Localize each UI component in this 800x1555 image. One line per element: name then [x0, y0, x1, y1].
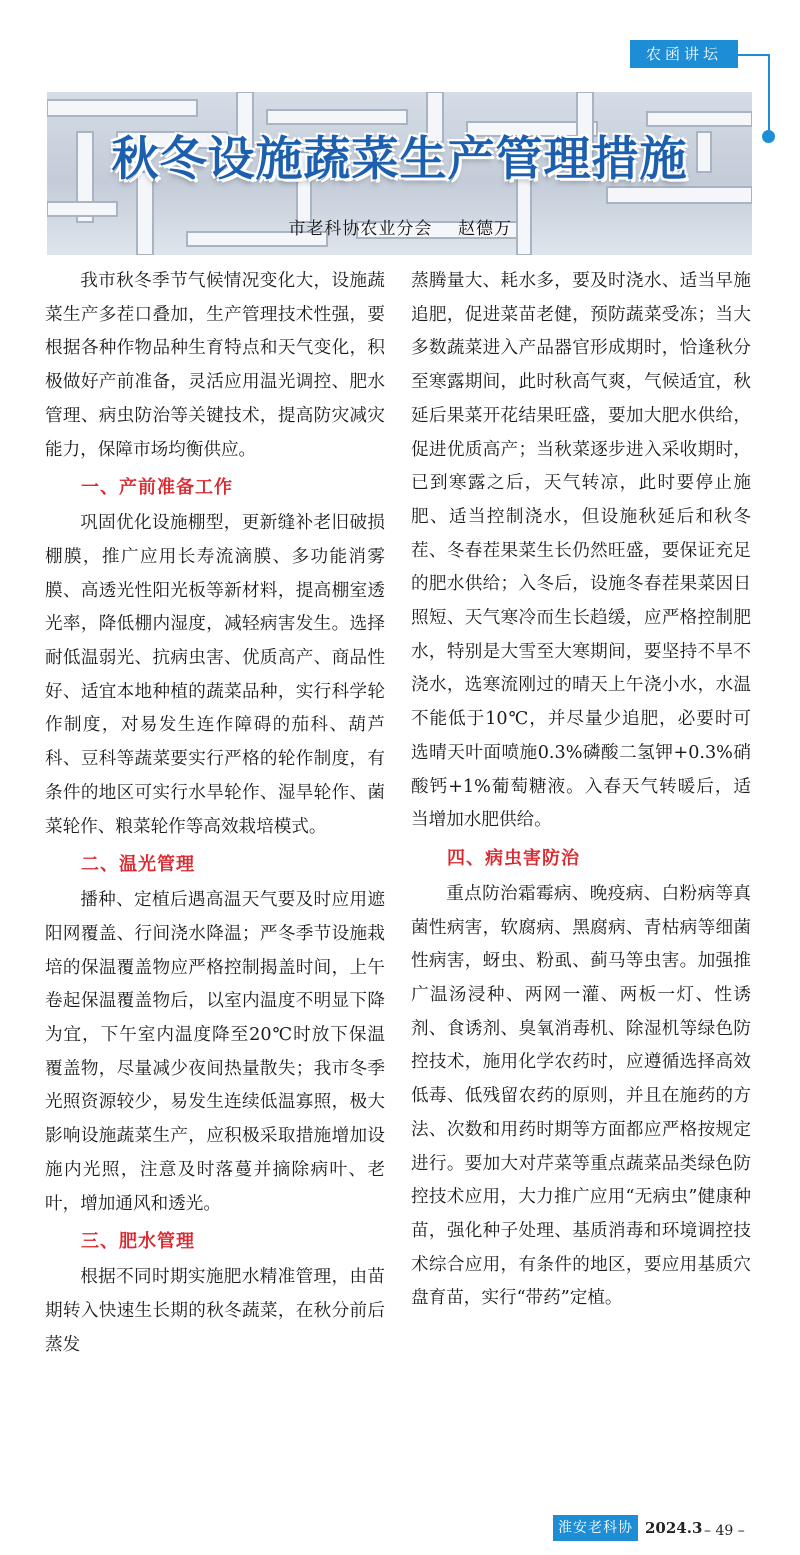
page-number: – 49 –: [704, 1523, 745, 1539]
issue-number: 2024.3: [645, 1519, 703, 1537]
tag-connector-line-vertical: [768, 54, 770, 134]
section-heading-3: 三、肥水管理: [81, 1231, 195, 1253]
section-paragraph-3: 根据不同时期实施肥水精准管理，由苗期转入快速生长期的秋冬蔬菜，在秋分前后蒸发: [45, 1267, 385, 1355]
section-heading-2: 二、温光管理: [81, 854, 195, 876]
left-column: [45, 265, 385, 1362]
tag-connector-line: [738, 54, 770, 56]
section-paragraph-4: 重点防治霜霉病、晚疫病、白粉病等真菌性病害，软腐病、黑腐病、青枯病等细菌性病害，蚜虫、粉虱、蓟马等虫害。加强推广温汤浸种、两网一灌、两板一灯、性诱剂、食诱剂、臭氧消毒机、除湿机等绿色防控技术，施用化学农药时，应遵循选择高效低毒、低残留农药的原则，并且在施药的方法、次数和用药时期等方面都应严格按规定进行。要加大对芹菜等重点蔬菜品类绿色防控技术应用，大力推广应用“无病虫”健康种苗，强化种子处理、基质消毒和环境调控技术综合应用，有条件的地区，要应用基质穴盘育苗，实行“带药”定植。: [411, 883, 751, 1309]
section-heading-4: 四、病虫害防治: [447, 847, 580, 869]
right-column: [411, 265, 751, 1316]
section-heading-1: 一、产前准备工作: [81, 477, 233, 499]
section-paragraph-3-continued: 蒸腾量大、耗水多，要及时浇水、适当早施追肥，促进菜苗老健，预防蔬菜受冻；当大多数蔬菜进入产品器官形成期时，恰逢秋分至寒露期间，此时秋高气爽，气候适宜，秋延后果菜开花结果旺盛，要加大肥水供给，促进优质高产；当秋菜逐步进入采收期时，已到寒露之后，天气转凉，此时要停止施肥、适当控制浇水，但设施秋延后和秋冬茬、冬春茬果菜生长仍然旺盛，要保证充足的肥水供给；入冬后，设施冬春茬果菜因日照短、天气寒冷而生长趋缓，应严格控制肥水，特别是大雪至大寒期间，要坚持不旱不浇水，选寒流刚过的晴天上午浇小水，水温不能低于10℃，并尽量少追肥，必要时可选晴天叶面喷施0.3%磷酸二氢钾+0.3%硝酸钙+1%葡萄糖液。入春天气转暖后，适当增加水肥供给。: [411, 271, 751, 831]
column-tag: 农函讲坛: [630, 40, 738, 68]
section-paragraph-2: 播种、定植后遇高温天气要及时应用遮阳网覆盖、行间浇水降温；严冬季节设施栽培的保温覆盖物应严格控制揭盖时间，上午卷起保温覆盖物后，以室内温度不明显下降为宜，下午室内温度降至20℃时放下保温覆盖物，尽量减少夜间热量散失；我市冬季光照资源较少，易发生连续低温寡照，极大影响设施蔬菜生产，应积极采取措施增加设施内光照，注意及时落蔓并摘除病叶、老叶，增加通风和透光。: [45, 890, 385, 1214]
tag-dot-icon: [762, 130, 775, 143]
section-paragraph-1: 巩固优化设施棚型，更新缝补老旧破损棚膜，推广应用长寿流滴膜、多功能消雾膜、高透光性阳光板等新材料，提高棚室透光率，降低棚内湿度，减轻病害发生。选择耐低温弱光、抗病虫害、优质高产、商品性好、适宜本地种植的蔬菜品种，实行科学轮作制度，对易发生连作障碍的茄科、葫芦科、豆科等蔬菜要实行严格的轮作制度，有条件的地区可实行水旱轮作、湿旱轮作、菌菜轮作、粮菜轮作等高效栽培模式。: [45, 513, 385, 837]
title-banner: [47, 92, 752, 255]
journal-name-badge: 淮安老科协: [553, 1515, 638, 1541]
intro-paragraph: 我市秋冬季节气候情况变化大，设施蔬菜生产多茬口叠加，生产管理技术性强，要根据各种作物品种生育特点和天气变化，积极做好产前准备，灵活应用温光调控、肥水管理、病虫防治等关键技术，提高防灾减灾能力，保障市场均衡供应。: [45, 271, 385, 460]
article-author: 市老科协农业分会 赵德万: [288, 219, 512, 239]
article-title: 秋冬设施蔬菜生产管理措施: [111, 132, 688, 187]
